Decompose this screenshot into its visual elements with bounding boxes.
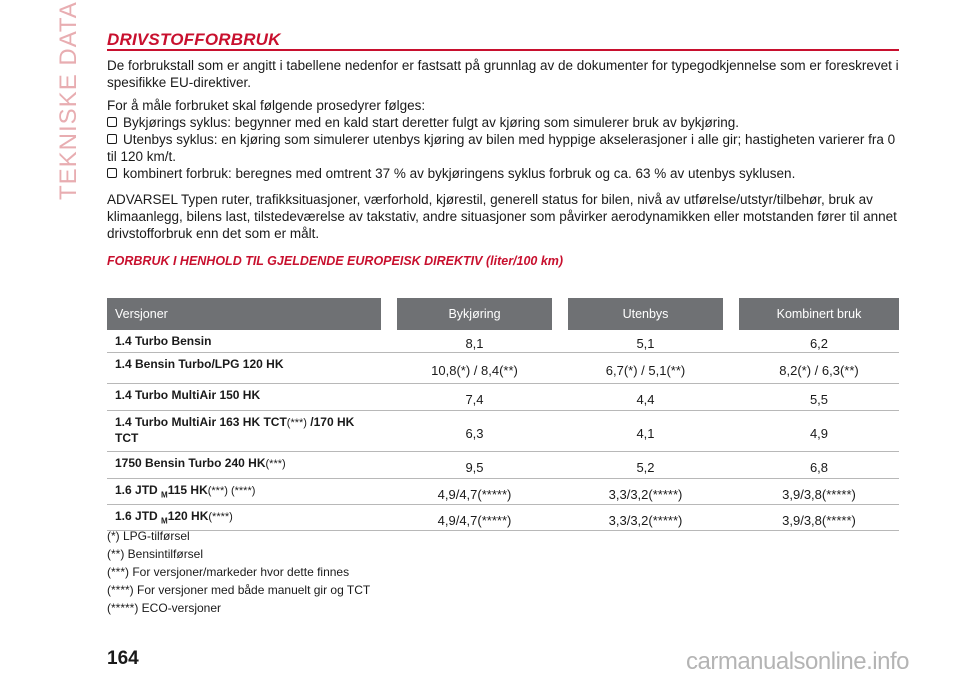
extra-urban-value: 4,1 bbox=[568, 410, 723, 451]
combined-value: 4,9 bbox=[739, 410, 899, 451]
version-name: 1.6 JTD $_M$120 HK(****) bbox=[107, 504, 381, 530]
extra-urban-value: 6,7(*) / 5,1(**) bbox=[568, 352, 723, 383]
page-title: DRIVSTOFFORBRUK bbox=[107, 30, 281, 49]
footnote: (***) For versjoner/markeder hvor dette finnes bbox=[107, 565, 350, 579]
table-header-row bbox=[107, 298, 899, 330]
city-value: 4,9/4,7(*****) bbox=[397, 504, 552, 530]
extra-urban-value: 4,4 bbox=[568, 383, 723, 410]
bullet-city-cycle bbox=[107, 114, 902, 131]
version-name: 1.4 Turbo Bensin bbox=[107, 330, 381, 352]
watermark: carmanualsonline.info bbox=[686, 648, 909, 675]
combined-value: 5,5 bbox=[739, 383, 899, 410]
checkbox-bullet-icon bbox=[107, 117, 117, 127]
combined-value: 6,2 bbox=[739, 330, 899, 352]
version-name: 1750 Bensin Turbo 240 HK(***) bbox=[107, 451, 381, 478]
side-label-text: TEKNISKE DATA bbox=[55, 1, 82, 200]
consumption-table bbox=[107, 298, 899, 531]
footnotes bbox=[107, 527, 370, 617]
warning-paragraph: ADVARSEL Typen ruter, trafikksituasjoner, værforhold, kjørestil, generell status for bilen, nivå av utførelse/utstyr/tilbehør, bruk av klimaanlegg, bilens last, tilstedeværelse av takstativ, andre situasjoner som påvirker aerodynamikken eller motstanden fører til annet drivstofforbruk enn det som er målt. bbox=[107, 192, 897, 241]
footnote: (****) For versjoner med både manuelt gir og TCT bbox=[107, 583, 371, 597]
version-name: 1.4 Turbo MultiAir 150 HK bbox=[107, 383, 381, 410]
title-divider bbox=[107, 49, 899, 51]
header-combined: Kombinert bruk bbox=[739, 298, 899, 330]
header-versions: Versjoner bbox=[107, 298, 381, 330]
bullet-text: kombinert forbruk: beregnes med omtrent 37 % av bykjøringens syklus forbruk og ca. 63 % av utenbys syklusen. bbox=[123, 166, 796, 181]
header-extra-urban: Utenbys bbox=[568, 298, 723, 330]
city-value: 9,5 bbox=[397, 451, 552, 478]
extra-urban-value: 5,2 bbox=[568, 451, 723, 478]
extra-urban-value: 5,1 bbox=[568, 330, 723, 352]
footnote: (**) Bensintilførsel bbox=[107, 547, 204, 561]
checkbox-bullet-icon bbox=[107, 134, 117, 144]
version-name: 1.6 JTD $_M$115 HK(***) (****) bbox=[107, 478, 381, 504]
city-value: 6,3 bbox=[397, 410, 552, 451]
page-number: 164 bbox=[107, 648, 139, 669]
table-row bbox=[107, 352, 899, 383]
combined-value: 3,9/3,8(*****) bbox=[739, 504, 899, 530]
table-row bbox=[107, 410, 899, 451]
version-name: 1.4 Turbo MultiAir 163 HK TCT(***) /170 HK TCT bbox=[107, 410, 381, 451]
footnote: (*****) ECO-versjoner bbox=[107, 601, 222, 615]
procedure-intro: For å måle forbruket skal følgende prosedyrer følges: bbox=[107, 98, 426, 113]
extra-urban-value: 3,3/3,2(*****) bbox=[568, 504, 723, 530]
version-name: 1.4 Bensin Turbo/LPG 120 HK bbox=[107, 352, 381, 383]
city-value: 8,1 bbox=[397, 330, 552, 352]
bullet-combined bbox=[107, 165, 902, 182]
table-row bbox=[107, 478, 899, 504]
combined-value: 6,8 bbox=[739, 451, 899, 478]
table-row bbox=[107, 451, 899, 478]
intro-paragraph: De forbrukstall som er angitt i tabellene nedenfor er fastsatt på grunnlag av de dokumenter for typegodkjennelse som er foreskrevet i spesifikke EU-direktiver. bbox=[107, 58, 899, 90]
city-value: 7,4 bbox=[397, 383, 552, 410]
table-row bbox=[107, 330, 899, 352]
table-title: FORBRUK I HENHOLD TIL GJELDENDE EUROPEISK DIREKTIV (liter/100 km) bbox=[107, 254, 564, 268]
bullet-text: Bykjørings syklus: begynner med en kald start deretter fulgt av kjøring som simulerer bruk av bykjøring. bbox=[123, 115, 739, 130]
footnote: (*) LPG-tilførsel bbox=[107, 529, 190, 543]
bullet-text: Utenbys syklus: en kjøring som simulerer utenbys kjøring av bilen med hyppige akselerasjoner i alle gir; hastigheten varierer fra 0 til 120 km/t. bbox=[107, 132, 896, 164]
section-side-label bbox=[55, 1, 82, 200]
extra-urban-value: 3,3/3,2(*****) bbox=[568, 478, 723, 504]
table-row bbox=[107, 383, 899, 410]
city-value: 10,8(*) / 8,4(**) bbox=[397, 352, 552, 383]
bullet-extra-urban-cycle bbox=[107, 131, 902, 165]
header-city: Bykjøring bbox=[397, 298, 552, 330]
checkbox-bullet-icon bbox=[107, 168, 117, 178]
combined-value: 3,9/3,8(*****) bbox=[739, 478, 899, 504]
combined-value: 8,2(*) / 6,3(**) bbox=[739, 352, 899, 383]
city-value: 4,9/4,7(*****) bbox=[397, 478, 552, 504]
